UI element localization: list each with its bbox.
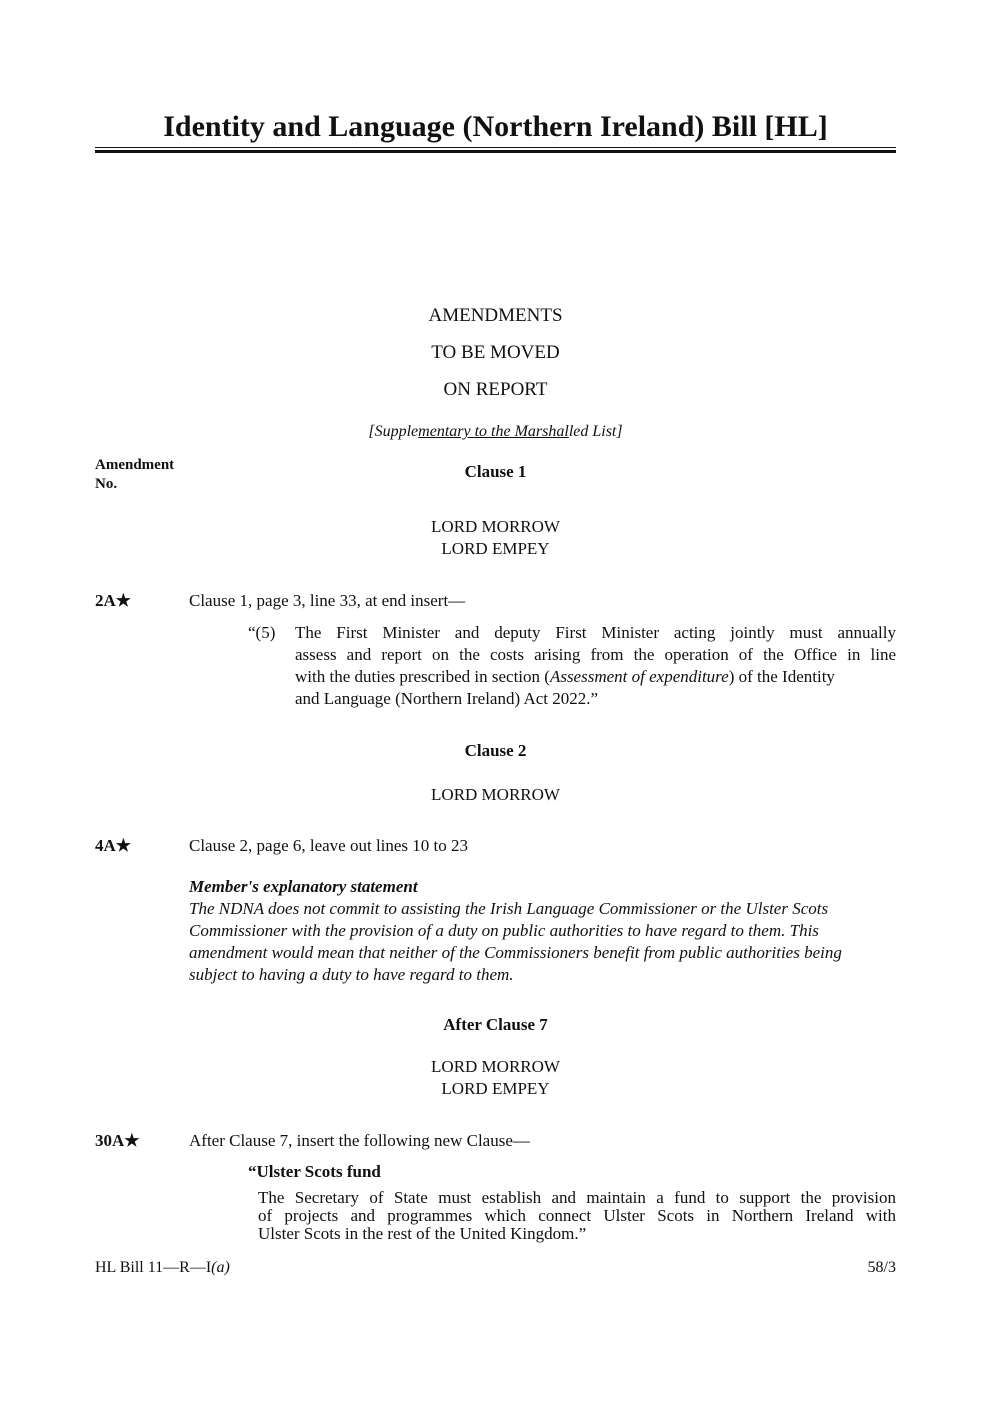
new-clause-line: The Secretary of State must establish and maintain a fund to support the provision xyxy=(258,1188,896,1207)
mover: LORD MORROW xyxy=(431,1057,560,1076)
mover: LORD EMPEY xyxy=(441,1079,550,1098)
line-part: ) of the Identity xyxy=(728,667,835,686)
bill-ref: HL Bill 11—R—I xyxy=(95,1259,212,1276)
amendment-number: 30A★ xyxy=(95,1131,140,1150)
footer-page-ref: 58/3 xyxy=(867,1259,896,1276)
line-part: with the duties prescribed in section ( xyxy=(295,667,550,686)
statement-line: amendment would mean that neither of the Commissioners benefit from public authorities being xyxy=(189,943,842,962)
amendment-text: Clause 2, page 6, leave out lines 10 to 23 xyxy=(189,836,469,855)
footer-bill-ref xyxy=(95,1257,230,1279)
label-line: Amendment xyxy=(95,457,175,473)
mover: LORD MORROW xyxy=(431,517,560,536)
new-clause-line: Ulster Scots in the rest of the United Kingdom.” xyxy=(258,1224,587,1243)
title-rule-thick xyxy=(95,150,896,153)
section-heading: Clause 1 xyxy=(464,462,527,481)
supp-pre: [Supple xyxy=(368,423,419,440)
subsection-number: “(5) xyxy=(248,623,276,642)
amendment-line xyxy=(295,666,896,688)
mover: LORD EMPEY xyxy=(441,539,550,558)
new-clause-line: of projects and programmes which connect Ulster Scots in Northern Ireland with xyxy=(258,1206,896,1225)
statement-line: The NDNA does not commit to assisting the Irish Language Commissioner or the Ulster Scots xyxy=(189,899,829,918)
amendment-line: The First Minister and deputy First Minister acting jointly must annually xyxy=(295,623,896,642)
heading-line: AMENDMENTS xyxy=(428,305,563,326)
amendment-text: After Clause 7, insert the following new Clause— xyxy=(189,1131,530,1150)
section-reference: Assessment of expenditure xyxy=(549,667,729,686)
bill-ref-suffix: (a) xyxy=(211,1259,230,1276)
heading-line: ON REPORT xyxy=(443,379,548,400)
amendment-line: and Language (Northern Ireland) Act 2022.” xyxy=(295,689,599,708)
amendment-number: 2A★ xyxy=(95,591,132,610)
statement-title: Member's explanatory statement xyxy=(189,877,418,896)
statement-line: subject to having a duty to have regard to them. xyxy=(189,965,514,984)
section-heading: After Clause 7 xyxy=(443,1015,548,1034)
heading-line: TO BE MOVED xyxy=(431,342,560,363)
amendment-text: Clause 1, page 3, line 33, at end insert— xyxy=(189,591,466,610)
label-line: No. xyxy=(95,476,118,492)
supplementary-note xyxy=(95,421,896,443)
section-heading: Clause 2 xyxy=(464,741,527,760)
supp-post: led List] xyxy=(568,423,623,440)
supp-underlined: mentary to the Marshal xyxy=(418,423,569,440)
bill-title: Identity and Language (Northern Ireland) Bill [HL] xyxy=(163,110,828,143)
amendment-line: assess and report on the costs arising from the operation of the Office in line xyxy=(295,645,896,664)
title-rule-thin xyxy=(95,147,896,148)
new-clause-title: “Ulster Scots fund xyxy=(248,1162,381,1181)
amendment-number: 4A★ xyxy=(95,836,132,855)
mover: LORD MORROW xyxy=(431,785,560,804)
statement-line: Commissioner with the provision of a duty on public authorities to have regard to them. This xyxy=(189,921,819,940)
